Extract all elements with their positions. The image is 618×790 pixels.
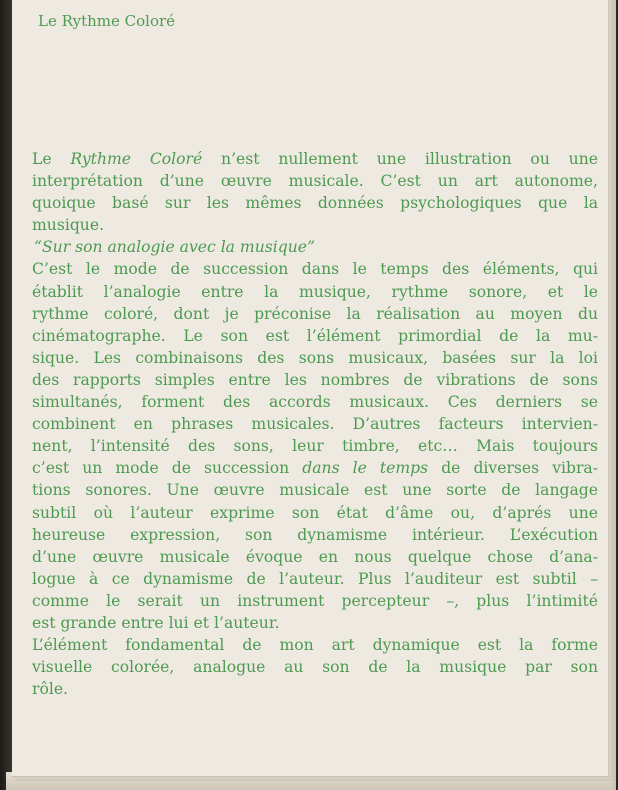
text-line: c’est un mode de succession dans le temps de diverses vibra- xyxy=(32,459,598,478)
text-line: rythme coloré, dont je préconise la réalisation au moyen du xyxy=(32,304,598,323)
text-line: est grande entre lui et l’auteur. xyxy=(32,613,280,632)
text-line: C’est le mode de succession dans le temps des éléments, qui xyxy=(32,260,598,279)
page-body xyxy=(32,148,598,700)
text-line: nent, l’intensité des sons, leur timbre, etc… Mais toujours xyxy=(32,437,598,456)
text-line: sique. Les combinaisons des sons musicaux, basées sur la loi xyxy=(32,348,598,367)
text-line: rôle. xyxy=(32,680,69,699)
text-line: subtil où l’auteur exprime son état d’âme ou, d’aprés une xyxy=(32,503,598,522)
text-line: des rapports simples entre les nombres de vibrations de sons xyxy=(32,370,598,389)
text-line: interprétation d’une œuvre musicale. C’est un art autonome, xyxy=(32,172,598,191)
text-line: heureuse expression, son dynamisme intérieur. L’exécution xyxy=(32,525,598,544)
text-line: combinent en phrases musicales. D’autres facteurs intervien- xyxy=(32,415,598,434)
text-line: visuelle colorée, analogue au son de la musique par son xyxy=(32,658,598,677)
running-header: Le Rythme Coloré xyxy=(38,12,176,30)
text-line: musique. xyxy=(32,216,105,235)
text-line: logue à ce dynamisme de l’auteur. Plus l’auditeur est subtil – xyxy=(32,569,598,588)
text-line: tions sonores. Une œuvre musicale est une sorte de langage xyxy=(32,481,598,500)
dark-background-edge xyxy=(0,0,12,790)
text-line: établit l’analogie entre la musique, rythme sonore, et le xyxy=(32,282,598,301)
text-line: L’élément fondamental de mon art dynamique est la forme xyxy=(32,636,598,655)
text-line: d’une œuvre musicale évoque en nous quelque chose d’ana- xyxy=(32,547,598,566)
text-line: simultanés, forment des accords musicaux. Ces derniers se xyxy=(32,393,598,412)
text-line: quoique basé sur les mêmes données psychologiques que la xyxy=(32,194,598,213)
text-line: comme le serait un instrument percepteur –, plus l’intimité xyxy=(32,591,598,610)
text-line: Le Rythme Coloré n’est nullement une illustration ou une xyxy=(32,150,598,168)
section-subtitle: “Sur son analogie avec la musique” xyxy=(34,238,315,257)
text-line: cinématographe. Le son est l’élément primordial de la mu- xyxy=(32,326,598,345)
